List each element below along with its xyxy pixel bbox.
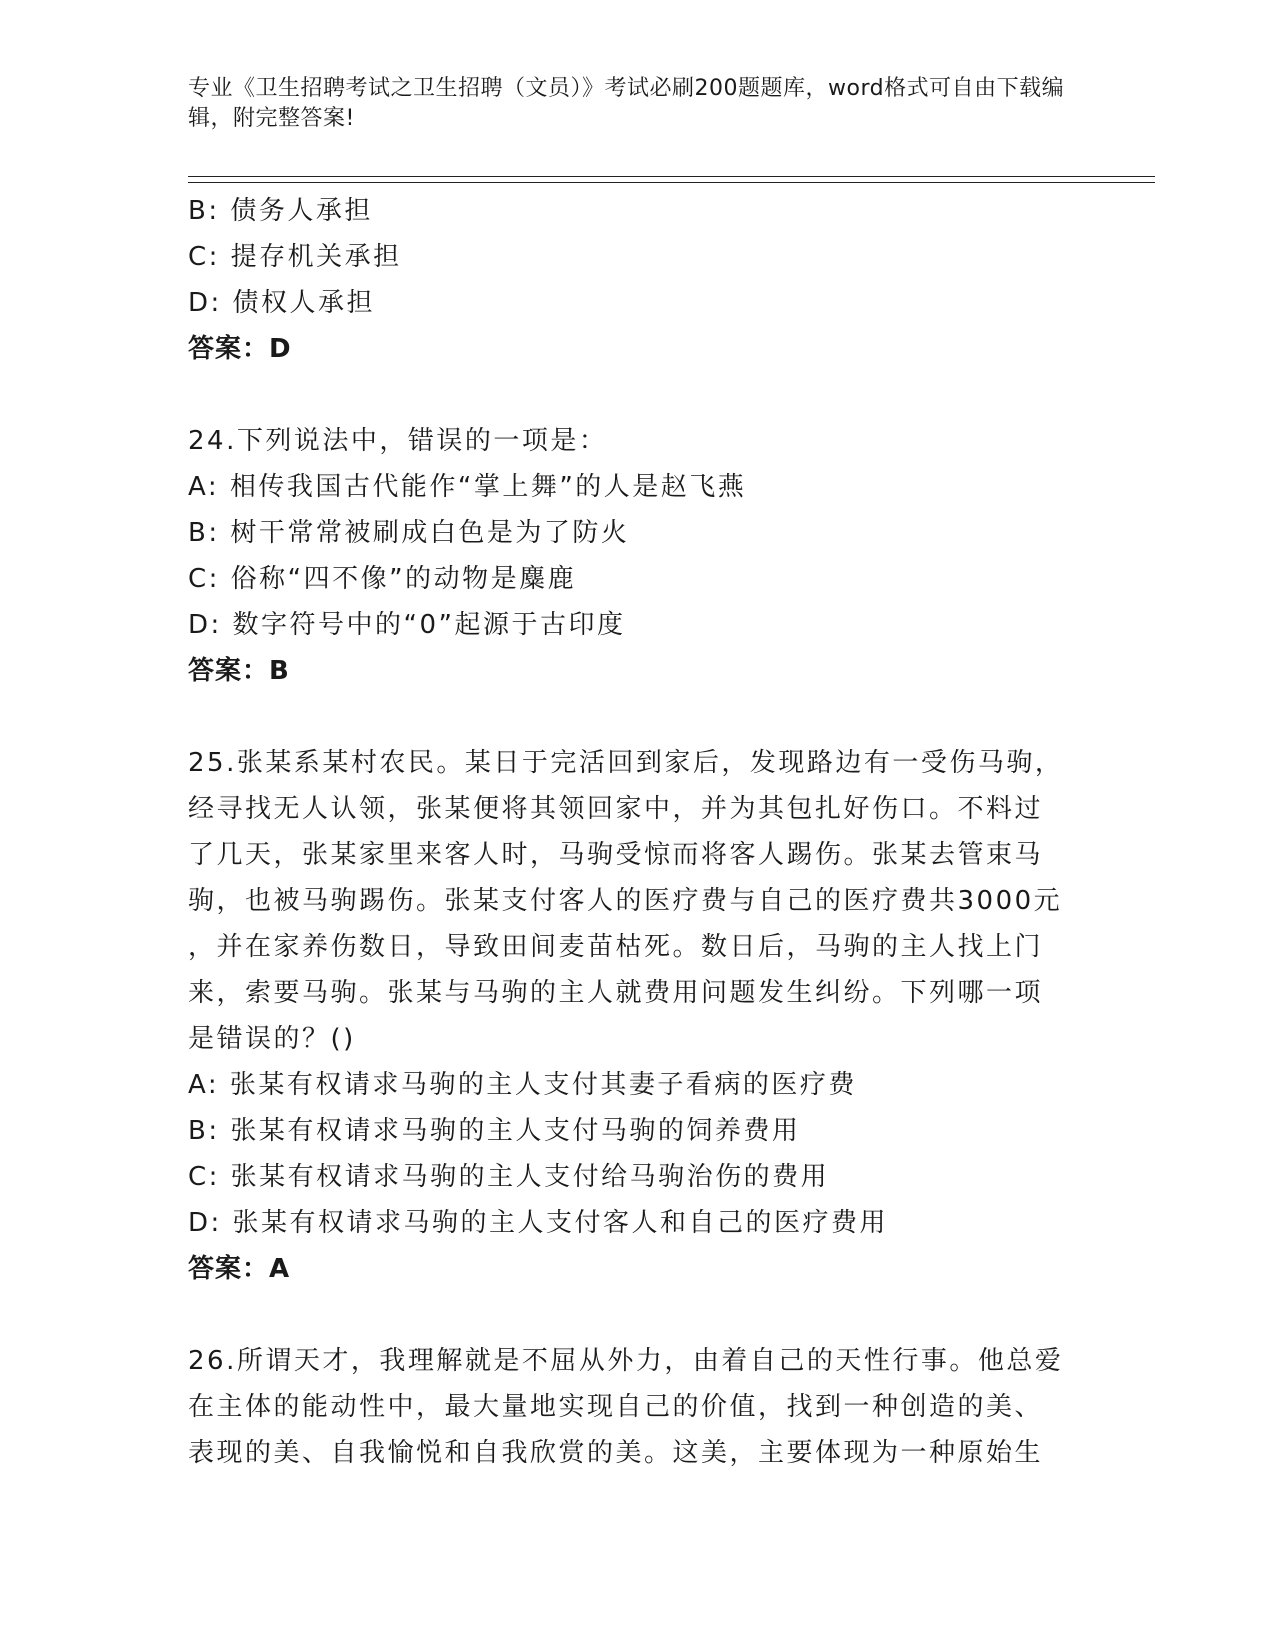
option-b: B: 树干常常被刷成白色是为了防火 [188, 518, 630, 548]
option-d: D: 债权人承担 [188, 288, 376, 318]
question-stem-line: 表现的美、自我愉悦和自我欣赏的美。这美，主要体现为一种原始生 [188, 1438, 1044, 1468]
option-d: D: 张某有权请求马驹的主人支付客人和自己的医疗费用 [188, 1208, 889, 1238]
option-d: D: 数字符号中的“0”起源于古印度 [188, 610, 626, 640]
question-stem-line: ，并在家养伤数日，导致田间麦苗枯死。数日后，马驹的主人找上门 [188, 932, 1044, 962]
header-rule-bottom [188, 182, 1155, 183]
question-stem-line: 26.所谓天才，我理解就是不屈从外力，由着自己的天性行事。他总爱 [188, 1346, 1064, 1376]
option-b: B: 张某有权请求马驹的主人支付马驹的饲养费用 [188, 1116, 801, 1146]
option-a: A: 张某有权请求马驹的主人支付其妻子看病的医疗费 [188, 1070, 857, 1100]
answer-label: 答案：B [188, 656, 290, 686]
question-stem-line: 在主体的能动性中，最大量地实现自己的价值，找到一种创造的美、 [188, 1392, 1044, 1422]
answer-label: 答案：D [188, 334, 292, 364]
option-b: B: 债务人承担 [188, 196, 373, 226]
option-c: C: 提存机关承担 [188, 242, 402, 272]
header-rule-top [188, 176, 1155, 177]
question-stem-line: 是错误的？() [188, 1024, 356, 1054]
option-c: C: 俗称“四不像”的动物是麋鹿 [188, 564, 577, 594]
question-stem: 24.下列说法中，错误的一项是： [188, 426, 608, 456]
option-c: C: 张某有权请求马驹的主人支付给马驹治伤的费用 [188, 1162, 830, 1192]
question-stem-line: 了几天，张某家里来客人时，马驹受惊而将客人踢伤。张某去管束马 [188, 840, 1044, 870]
question-stem-line: 25.张某系某村农民。某日于完活回到家后，发现路边有一受伤马驹， [188, 748, 1064, 778]
document-body [188, 188, 1078, 1476]
page-header: 专业《卫生招聘考试之卫生招聘（文员）》考试必刷200题题库，word格式可自由下载编辑，附完整答案! [188, 76, 1065, 131]
question-stem-line: 驹，也被马驹踢伤。张某支付客人的医疗费与自己的医疗费共3000元 [188, 886, 1063, 916]
question-stem-line: 来，索要马驹。张某与马驹的主人就费用问题发生纠纷。下列哪一项 [188, 978, 1044, 1008]
option-a: A: 相传我国古代能作“掌上舞”的人是赵飞燕 [188, 472, 747, 502]
question-stem-line: 经寻找无人认领，张某便将其领回家中，并为其包扎好伤口。不料过 [188, 794, 1044, 824]
answer-label: 答案：A [188, 1254, 291, 1284]
